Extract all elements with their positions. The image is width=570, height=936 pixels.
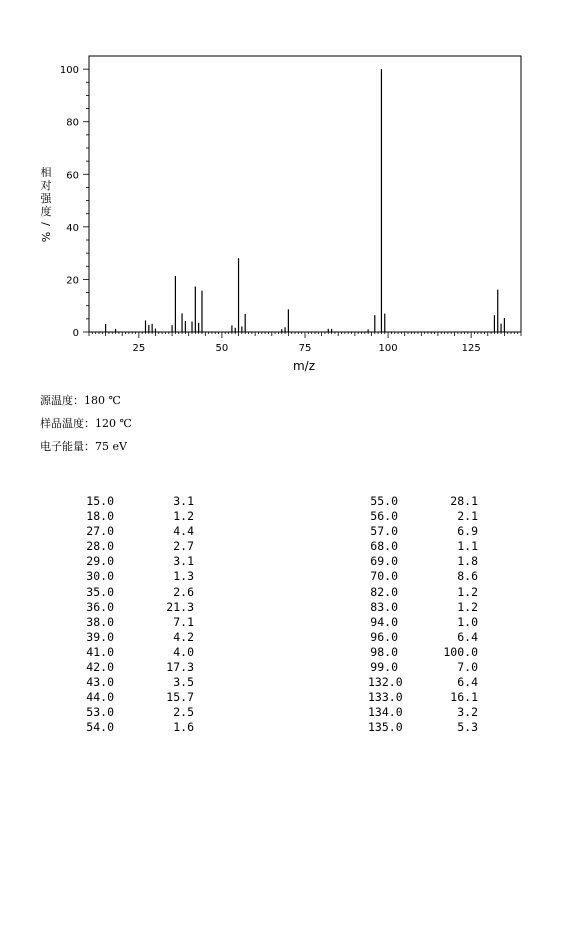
mz-value: 39.0 — [86, 629, 114, 644]
table-row — [368, 720, 478, 735]
table-row — [368, 585, 478, 600]
intensity-value: 6.9 — [457, 524, 478, 539]
mz-value: 133.0 — [368, 690, 403, 705]
table-row — [368, 600, 478, 615]
mz-value: 70.0 — [370, 569, 398, 584]
table-row — [368, 630, 478, 645]
intensity-value: 6.4 — [457, 675, 478, 690]
intensity-value: 2.7 — [173, 539, 194, 554]
mz-value: 83.0 — [370, 599, 398, 614]
intensity-value: 3.5 — [173, 675, 194, 690]
table-row — [368, 690, 478, 705]
mz-value: 82.0 — [370, 584, 398, 599]
y-axis-label-char: 相 — [40, 166, 52, 179]
intensity-value: 1.8 — [457, 554, 478, 569]
y-tick-label: 60 — [66, 170, 79, 182]
intensity-value: 16.1 — [450, 690, 478, 705]
source-temperature: 源温度：180 ℃ — [40, 394, 121, 407]
y-axis-label-char: 度 — [40, 205, 52, 218]
y-tick-label: 40 — [66, 222, 79, 234]
table-row — [84, 630, 194, 645]
peak-table-left — [84, 494, 194, 736]
mz-value: 43.0 — [86, 675, 114, 690]
mz-value: 15.0 — [86, 494, 114, 508]
intensity-value: 28.1 — [450, 494, 478, 508]
table-row — [84, 569, 194, 584]
intensity-value: 1.1 — [457, 539, 478, 554]
table-row — [368, 660, 478, 675]
mass-spectrum-chart — [0, 0, 570, 380]
table-row — [84, 539, 194, 554]
table-row — [84, 675, 194, 690]
intensity-value: 3.1 — [173, 554, 194, 569]
x-tick-label: 125 — [461, 343, 481, 354]
intensity-value: 1.3 — [173, 569, 194, 584]
y-tick-label: 100 — [59, 65, 79, 77]
intensity-value: 15.7 — [166, 690, 194, 705]
x-tick-label: 75 — [298, 343, 312, 354]
mz-value: 98.0 — [370, 644, 398, 659]
mz-value: 68.0 — [370, 539, 398, 554]
intensity-value: 17.3 — [166, 660, 194, 675]
intensity-value: 2.5 — [173, 705, 194, 720]
mz-value: 30.0 — [86, 569, 114, 584]
table-row — [368, 509, 478, 524]
intensity-value: 4.0 — [173, 644, 194, 659]
table-row — [84, 720, 194, 735]
mz-value: 55.0 — [370, 494, 398, 508]
mz-value: 54.0 — [86, 720, 114, 735]
mz-value: 35.0 — [86, 584, 114, 599]
intensity-value: 1.2 — [457, 584, 478, 599]
table-row — [84, 524, 194, 539]
y-tick-label: 80 — [66, 117, 79, 129]
table-row — [84, 509, 194, 524]
table-row — [84, 645, 194, 660]
intensity-value: 7.1 — [173, 614, 194, 629]
mz-value: 135.0 — [368, 720, 403, 735]
intensity-value: 100.0 — [443, 644, 478, 659]
sample-temperature: 样品温度：120 ℃ — [40, 417, 132, 430]
intensity-value: 1.2 — [173, 509, 194, 524]
y-axis-label-char: % — [39, 231, 52, 243]
mz-value: 28.0 — [86, 539, 114, 554]
mz-value: 134.0 — [368, 705, 403, 720]
intensity-value: 3.1 — [173, 494, 194, 508]
mz-value: 18.0 — [86, 509, 114, 524]
table-row — [84, 660, 194, 675]
intensity-value: 2.1 — [457, 509, 478, 524]
intensity-value: 1.0 — [457, 614, 478, 629]
intensity-value: 6.4 — [457, 629, 478, 644]
table-row — [368, 524, 478, 539]
mz-value: 53.0 — [86, 705, 114, 720]
table-row — [368, 675, 478, 690]
intensity-value: 4.2 — [173, 629, 194, 644]
electron-energy: 电子能量：75 eV — [40, 440, 127, 453]
table-row — [84, 554, 194, 569]
intensity-value: 1.2 — [457, 599, 478, 614]
intensity-value: 4.4 — [173, 524, 194, 539]
mz-value: 44.0 — [86, 690, 114, 705]
intensity-value: 3.2 — [457, 705, 478, 720]
table-row — [84, 690, 194, 705]
x-tick-label: 50 — [215, 343, 229, 354]
table-row — [84, 615, 194, 630]
table-row — [368, 645, 478, 660]
table-row — [368, 705, 478, 720]
table-row — [368, 494, 478, 509]
mz-value: 96.0 — [370, 629, 398, 644]
mz-value: 132.0 — [368, 675, 403, 690]
y-axis-label — [39, 165, 53, 242]
table-row — [84, 705, 194, 720]
intensity-value: 2.6 — [173, 584, 194, 599]
mz-value: 69.0 — [370, 554, 398, 569]
peak-bars — [106, 69, 505, 332]
intensity-value: 21.3 — [166, 599, 194, 614]
y-axis-label-char: 强 — [40, 192, 52, 205]
intensity-value: 1.6 — [173, 720, 194, 735]
y-axis-label-char: / — [39, 222, 52, 226]
mz-value: 57.0 — [370, 524, 398, 539]
chart-axes — [60, 56, 521, 354]
peak-table-right — [368, 494, 478, 736]
mz-value: 29.0 — [86, 554, 114, 569]
y-axis-label-char: 对 — [40, 179, 52, 192]
mz-value: 99.0 — [370, 660, 398, 675]
y-tick-label: 20 — [66, 275, 79, 287]
mz-value: 27.0 — [86, 524, 114, 539]
mz-value: 36.0 — [86, 599, 114, 614]
x-tick-label: 25 — [132, 343, 146, 354]
intensity-value: 7.0 — [457, 660, 478, 675]
intensity-value: 8.6 — [457, 569, 478, 584]
table-row — [84, 585, 194, 600]
mz-value: 41.0 — [86, 644, 114, 659]
plot-frame — [89, 56, 521, 332]
intensity-value: 5.3 — [457, 720, 478, 735]
mz-value: 94.0 — [370, 614, 398, 629]
mz-value: 56.0 — [370, 509, 398, 524]
mz-value: 38.0 — [86, 614, 114, 629]
mz-value: 42.0 — [86, 660, 114, 675]
table-row — [368, 615, 478, 630]
table-row — [84, 494, 194, 509]
table-row — [368, 569, 478, 584]
x-axis-label: m/z — [292, 359, 316, 373]
table-row — [84, 600, 194, 615]
table-row — [368, 554, 478, 569]
x-tick-label: 100 — [378, 343, 398, 354]
table-row — [368, 539, 478, 554]
y-tick-label: 0 — [72, 328, 79, 339]
